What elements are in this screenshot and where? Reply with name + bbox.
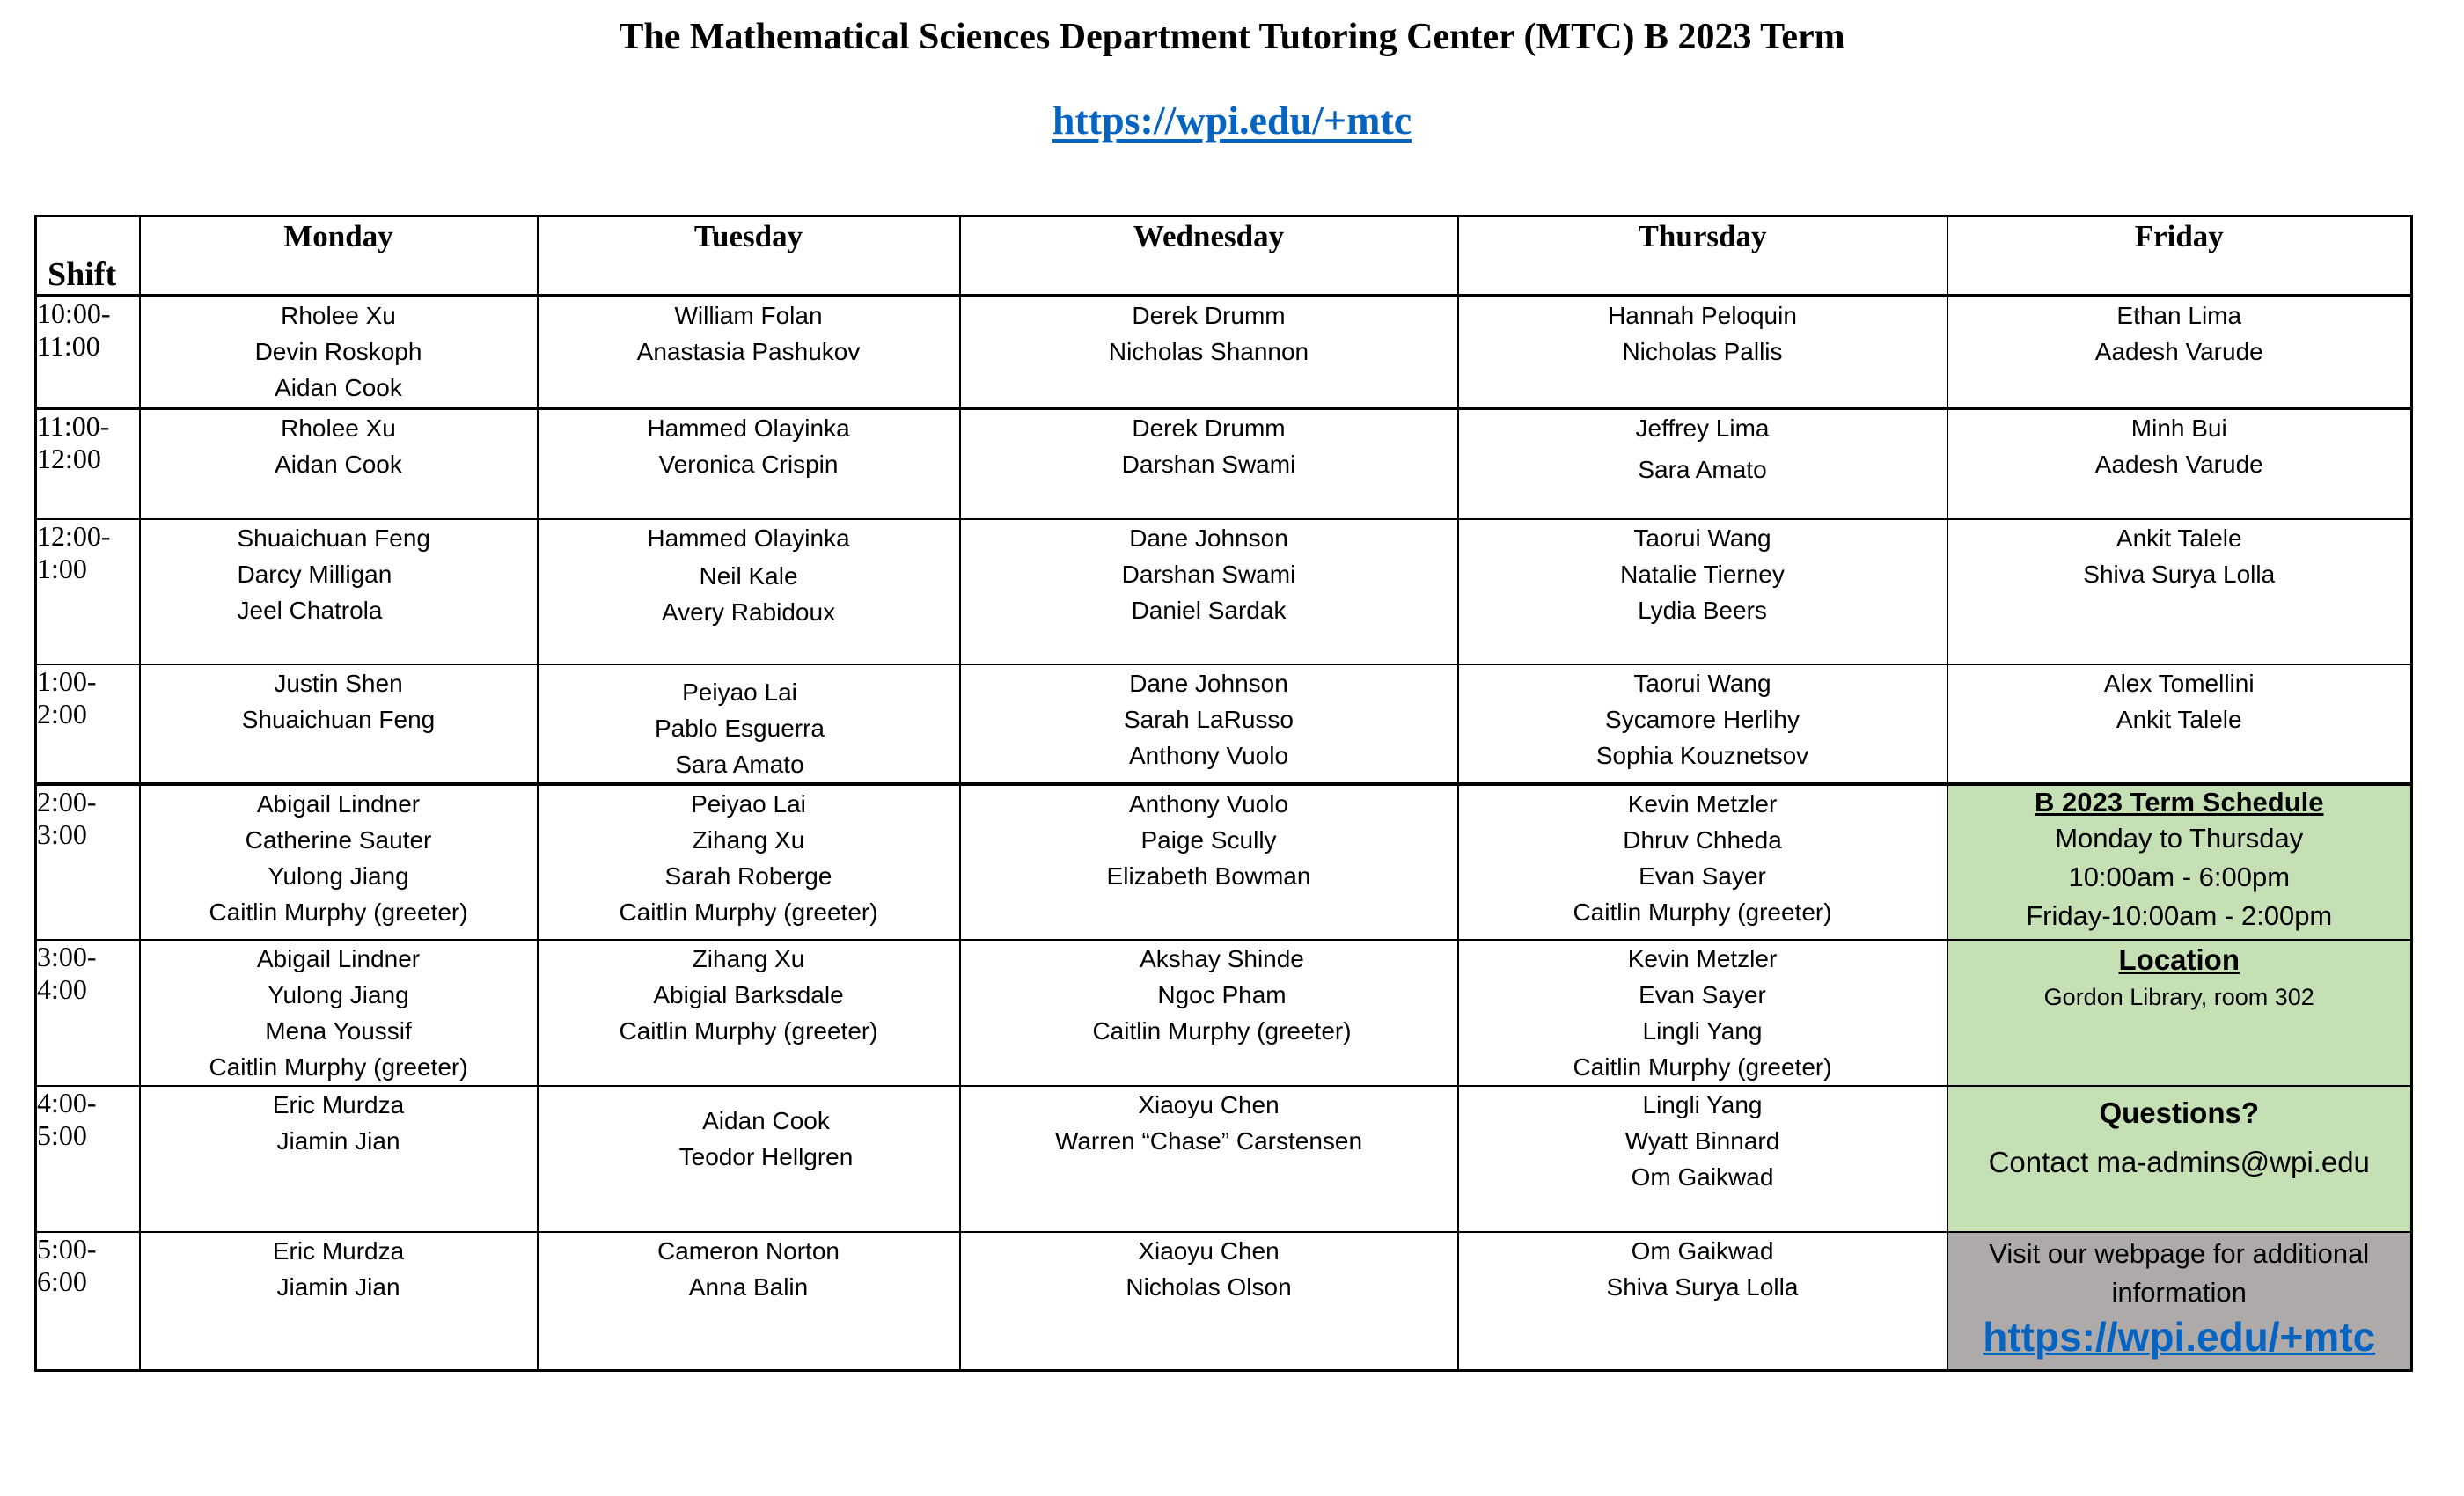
location-heading: Location	[2118, 943, 2240, 976]
tuesday-tutors-cell	[538, 519, 960, 664]
tutor-name: Hannah Peloquin	[1608, 302, 1797, 329]
tutor-name: Paige Scully	[1140, 826, 1277, 854]
tutor-name: Caitlin Murphy (greeter)	[209, 898, 468, 926]
tutor-name: Dhruv Chheda	[1623, 826, 1782, 854]
tutor-name: Caitlin Murphy (greeter)	[1573, 1053, 1832, 1081]
shift-end: 2:00	[37, 698, 87, 730]
table-row	[36, 664, 2412, 784]
monday-tutors-cell	[140, 1086, 538, 1232]
tutor-name: Zihang Xu	[692, 826, 805, 854]
shift-end: 5:00	[37, 1119, 87, 1151]
tutor-name: Om Gaikwad	[1631, 1163, 1774, 1191]
schedule-heading: B 2023 Term Schedule	[2034, 787, 2324, 818]
column-header-monday: Monday	[140, 216, 538, 297]
thursday-tutors-cell	[1458, 940, 1947, 1086]
monday-tutors-cell	[140, 664, 538, 784]
tutor-name: Eric Murdza	[272, 1091, 405, 1118]
tutor-name: Anthony Vuolo	[1128, 790, 1289, 818]
tutor-name: Daniel Sardak	[1131, 597, 1287, 624]
thursday-tutors-cell	[1458, 664, 1947, 784]
tutor-name: Lingli Yang	[1642, 1017, 1763, 1045]
friday-tutors-cell	[1947, 519, 2412, 664]
tutor-name: Anna Balin	[688, 1273, 809, 1301]
tutor-name: Natalie Tierney	[1620, 561, 1785, 588]
tutor-name: Jiamin Jian	[276, 1273, 400, 1301]
table-row	[36, 940, 2412, 1086]
tutor-name: Darcy Milligan	[237, 561, 392, 588]
shift-start: 5:00-	[37, 1233, 97, 1265]
tutor-name: Nicholas Shannon	[1108, 338, 1309, 365]
tutor-name: Kevin Metzler	[1627, 945, 1778, 972]
tutor-name: Elizabeth Bowman	[1106, 862, 1311, 890]
shift-time-cell	[36, 519, 140, 664]
location-note	[1947, 940, 2412, 1086]
tutor-name: Sara Amato	[675, 751, 804, 778]
tutor-name: Sophia Kouznetsov	[1595, 742, 1809, 769]
page-title: The Mathematical Sciences Department Tutoring Center (MTC) B 2023 Term	[619, 17, 1845, 57]
tutor-name: Peiyao Lai	[682, 678, 797, 706]
column-header-thursday: Thursday	[1458, 216, 1947, 297]
header-link-container	[0, 97, 2464, 143]
tutor-name: Avery Rabidoux	[661, 598, 836, 626]
monday-tutors-cell	[140, 519, 538, 664]
tutor-name: Ethan Lima	[2116, 302, 2242, 329]
tutor-name: Justin Shen	[274, 670, 403, 697]
table-header-row	[36, 216, 2412, 297]
wednesday-tutors-cell	[960, 940, 1458, 1086]
wednesday-tutors-cell	[960, 1086, 1458, 1232]
questions-note	[1947, 1086, 2412, 1232]
tutor-name: Aadesh Varude	[2094, 338, 2263, 365]
tutor-name: Shiva Surya Lolla	[2083, 561, 2276, 588]
tutor-name: Taorui Wang	[1633, 524, 1771, 552]
thursday-tutors-cell	[1458, 1232, 1947, 1370]
thursday-tutors-cell	[1458, 784, 1947, 940]
shift-end: 3:00	[37, 818, 87, 850]
questions-heading: Questions?	[2099, 1096, 2260, 1129]
tutor-name: William Folan	[674, 302, 823, 329]
tutor-name: Lingli Yang	[1642, 1091, 1763, 1118]
tutor-name: Zihang Xu	[692, 945, 805, 972]
tutor-name: Teodor Hellgren	[678, 1143, 854, 1170]
tutor-name: Om Gaikwad	[1631, 1237, 1774, 1265]
tutor-name: Alex Tomellini	[2103, 670, 2255, 697]
shift-time-cell	[36, 1232, 140, 1370]
thursday-tutors-cell	[1458, 408, 1947, 519]
tutor-name: Caitlin Murphy (greeter)	[619, 1017, 878, 1045]
mtc-website-link[interactable]: https://wpi.edu/+mtc	[1052, 98, 1412, 143]
shift-end: 11:00	[37, 330, 100, 362]
location-text: Gordon Library, room 302	[2043, 984, 2314, 1010]
tutor-name: Evan Sayer	[1639, 981, 1766, 1008]
table-row	[36, 1232, 2412, 1370]
monday-tutors-cell	[140, 940, 538, 1086]
webpage-note	[1947, 1232, 2412, 1370]
tutor-name: Anthony Vuolo	[1128, 742, 1289, 769]
tutor-name: Aidan Cook	[275, 451, 402, 478]
tutor-name: Jeel Chatrola	[237, 597, 383, 624]
table-row	[36, 296, 2412, 408]
tutor-name: Jeffrey Lima	[1635, 414, 1770, 442]
tuesday-tutors-cell	[538, 940, 960, 1086]
tutor-name: Rholee Xu	[281, 414, 396, 442]
schedule-friday-hours: Friday-10:00am - 2:00pm	[2026, 900, 2333, 931]
wednesday-tutors-cell	[960, 296, 1458, 408]
tutor-name: Caitlin Murphy (greeter)	[209, 1053, 468, 1081]
tutor-name: Wyatt Binnard	[1624, 1127, 1780, 1155]
table-row	[36, 408, 2412, 519]
tutor-name: Derek Drumm	[1132, 414, 1286, 442]
tutor-name: Yulong Jiang	[268, 981, 409, 1008]
shift-end: 1:00	[37, 553, 87, 584]
shift-time-cell	[36, 940, 140, 1086]
table-row	[36, 1086, 2412, 1232]
tutor-name: Sarah LaRusso	[1123, 706, 1294, 733]
tuesday-tutors-cell	[538, 408, 960, 519]
tutor-name: Ngoc Pham	[1157, 981, 1287, 1008]
tutor-name: Sara Amato	[1638, 456, 1767, 483]
tutor-name: Abigail Lindner	[256, 790, 421, 818]
webpage-note-text: Visit our webpage for additional information	[1989, 1238, 2370, 1308]
column-header-friday: Friday	[1947, 216, 2412, 297]
tutor-name: Nicholas Olson	[1126, 1273, 1292, 1301]
tutor-name: Shuaichuan Feng	[237, 524, 431, 552]
tutor-name: Caitlin Murphy (greeter)	[619, 898, 878, 926]
shift-start: 11:00-	[37, 410, 110, 442]
tutor-name: Dane Johnson	[1129, 524, 1288, 552]
tutor-name: Ankit Talele	[2116, 706, 2242, 733]
table-row	[36, 784, 2412, 940]
shift-time-cell	[36, 784, 140, 940]
tuesday-tutors-cell	[538, 1086, 960, 1232]
tutor-name: Catherine Sauter	[245, 826, 432, 854]
schedule-hours-note	[1947, 784, 2412, 940]
tutor-name: Aidan Cook	[275, 374, 402, 401]
tutor-name: Taorui Wang	[1633, 670, 1771, 697]
tutor-name: Evan Sayer	[1639, 862, 1766, 890]
thursday-tutors-cell	[1458, 1086, 1947, 1232]
tutor-name: Ankit Talele	[2116, 524, 2242, 552]
tutor-name: Eric Murdza	[272, 1237, 405, 1265]
tutor-name: Dane Johnson	[1129, 670, 1288, 697]
shift-time-cell	[36, 664, 140, 784]
tutor-name: Minh Bui	[2130, 414, 2227, 442]
tutor-name: Aadesh Varude	[2094, 451, 2263, 478]
tutor-name: Nicholas Pallis	[1622, 338, 1783, 365]
wednesday-tutors-cell	[960, 784, 1458, 940]
tutor-name: Caitlin Murphy (greeter)	[1092, 1017, 1352, 1045]
tutor-name: Neil Kale	[699, 562, 798, 590]
tutor-name: Darshan Swami	[1121, 451, 1296, 478]
tutor-name: Akshay Shinde	[1140, 945, 1304, 972]
column-header-tuesday: Tuesday	[538, 216, 960, 297]
monday-tutors-cell	[140, 784, 538, 940]
tutor-name: Xiaoyu Chen	[1138, 1237, 1280, 1265]
shift-end: 6:00	[37, 1265, 87, 1297]
wednesday-tutors-cell	[960, 664, 1458, 784]
tutor-name: Kevin Metzler	[1627, 790, 1778, 818]
column-header-shift: Shift	[36, 216, 140, 297]
tutor-name: Aidan Cook	[702, 1107, 830, 1134]
shift-end: 4:00	[37, 973, 87, 1005]
tutor-name: Veronica Crispin	[658, 451, 839, 478]
shift-start: 10:00-	[37, 297, 111, 329]
friday-tutors-cell	[1947, 664, 2412, 784]
shift-start: 1:00-	[37, 665, 97, 697]
tutor-name: Hammed Olayinka	[647, 524, 850, 552]
tutor-name: Derek Drumm	[1132, 302, 1286, 329]
tutor-name: Rholee Xu	[281, 302, 396, 329]
webpage-link[interactable]: https://wpi.edu/+mtc	[1983, 1314, 2376, 1360]
tutor-name: Warren “Chase” Carstensen	[1054, 1127, 1363, 1155]
tutor-name: Mena Youssif	[265, 1017, 412, 1045]
monday-tutors-cell	[140, 408, 538, 519]
tutor-name: Pablo Esguerra	[654, 715, 825, 742]
friday-tutors-cell	[1947, 408, 2412, 519]
tutor-name: Darshan Swami	[1121, 561, 1296, 588]
tutor-name: Devin Roskoph	[254, 338, 422, 365]
tuesday-tutors-cell	[538, 296, 960, 408]
shift-time-cell	[36, 408, 140, 519]
schedule-weekday-label: Monday to Thursday	[2055, 823, 2304, 854]
monday-tutors-cell	[140, 1232, 538, 1370]
shift-time-cell	[36, 1086, 140, 1232]
tutor-name: Sarah Roberge	[664, 862, 832, 890]
tutor-name: Hammed Olayinka	[647, 414, 850, 442]
tutor-name: Shiva Surya Lolla	[1606, 1273, 1799, 1301]
shift-start: 4:00-	[37, 1087, 97, 1118]
tutor-name: Yulong Jiang	[268, 862, 409, 890]
tutor-name: Abigial Barksdale	[653, 981, 844, 1008]
tutor-name: Abigail Lindner	[256, 945, 421, 972]
tuesday-tutors-cell	[538, 784, 960, 940]
shift-time-cell	[36, 296, 140, 408]
wednesday-tutors-cell	[960, 1232, 1458, 1370]
tutor-name: Shuaichuan Feng	[241, 706, 436, 733]
tuesday-tutors-cell	[538, 1232, 960, 1370]
shift-end: 12:00	[37, 443, 101, 474]
table-row	[36, 519, 2412, 664]
schedule-weekday-hours: 10:00am - 6:00pm	[2068, 862, 2291, 892]
tutor-name: Sycamore Herlihy	[1605, 706, 1800, 733]
contact-email-text: Contact ma-admins@wpi.edu	[1988, 1146, 2370, 1178]
shift-start: 3:00-	[37, 941, 97, 972]
tutor-name: Peiyao Lai	[691, 790, 806, 818]
wednesday-tutors-cell	[960, 408, 1458, 519]
thursday-tutors-cell	[1458, 296, 1947, 408]
tutor-name: Xiaoyu Chen	[1138, 1091, 1280, 1118]
tutor-name: Anastasia Pashukov	[636, 338, 861, 365]
tutor-name: Cameron Norton	[657, 1237, 840, 1265]
monday-tutors-cell	[140, 296, 538, 408]
column-header-wednesday: Wednesday	[960, 216, 1458, 297]
thursday-tutors-cell	[1458, 519, 1947, 664]
tutor-name: Lydia Beers	[1638, 597, 1767, 624]
shift-start: 12:00-	[37, 520, 111, 552]
wednesday-tutors-cell	[960, 519, 1458, 664]
tutor-name: Caitlin Murphy (greeter)	[1573, 898, 1832, 926]
shift-start: 2:00-	[37, 786, 97, 818]
tutor-name: Jiamin Jian	[276, 1127, 400, 1155]
friday-tutors-cell	[1947, 296, 2412, 408]
tuesday-tutors-cell	[538, 664, 960, 784]
tutoring-schedule-table	[34, 215, 2413, 1372]
webpage-link-container	[1948, 1312, 2411, 1361]
